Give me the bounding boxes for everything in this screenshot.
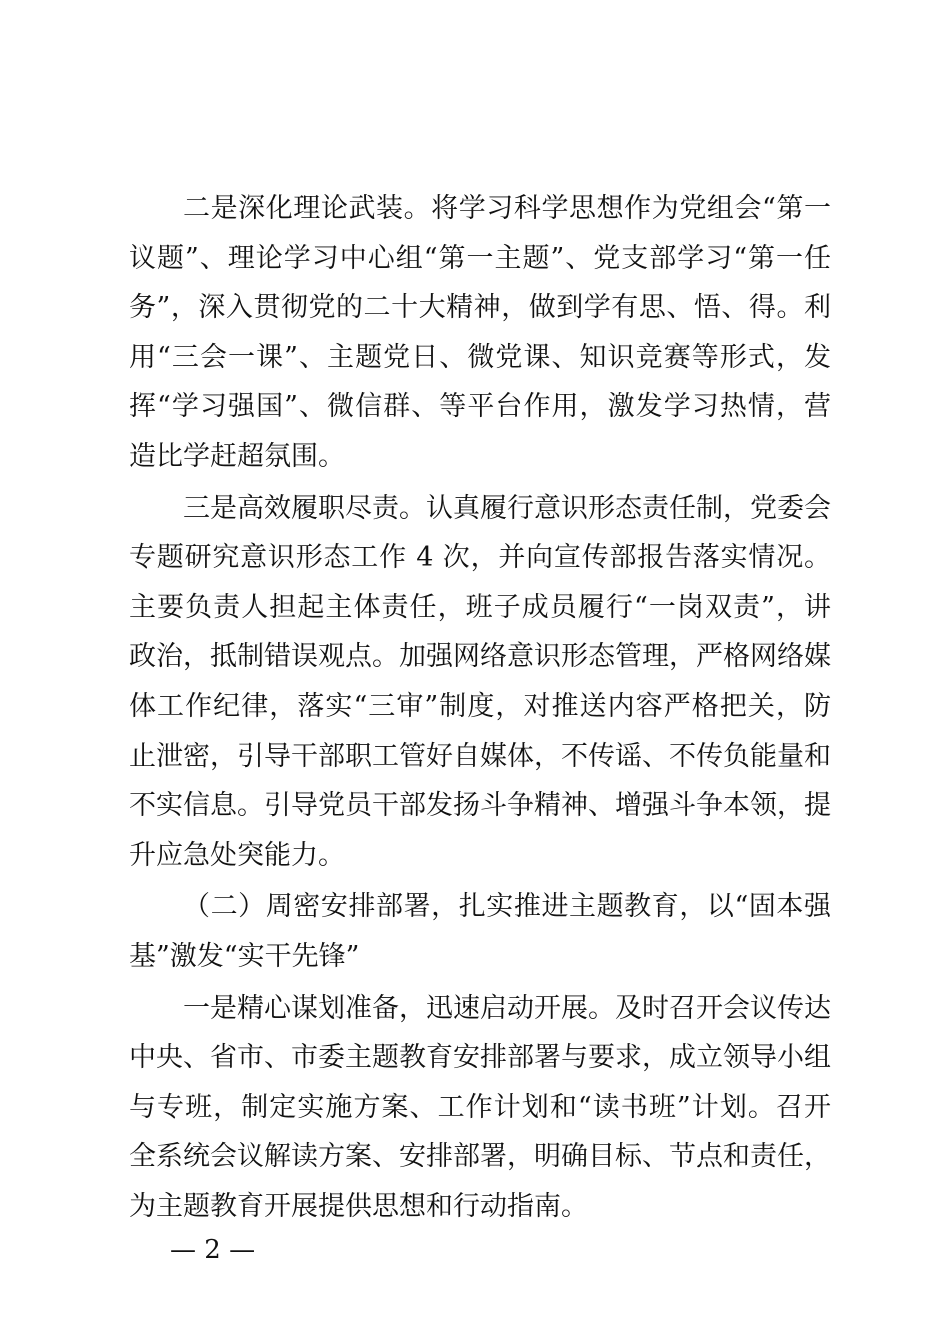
document-body: [129, 184, 831, 1231]
section-heading-theme-education: （二）周密安排部署，扎实推进主题教育，以“固本强基”激发“实干先锋”: [129, 891, 831, 972]
page-number: — 2 —: [170, 1235, 256, 1265]
paragraph-duty-performance: 三是高效履职尽责。认真履行意识形态责任制，党委会专题研究意识形态工作 4 次，并向宣传部报告落实情况。主要负责人担起主体责任，班子成员履行“一岗双责”，讲政治，抵制错误观点。加强网络意识形态管理，严格网络媒体工作纪律，落实“三审”制度，对推送内容严格把关，防止泄密，引导干部职工管好自媒体，不传谣、不传负能量和不实信息。引导党员干部发扬斗争精神、增强斗争本领，提升应急处突能力。: [129, 492, 831, 871]
paragraph-planning-preparation: 一是精心谋划准备，迅速启动开展。及时召开会议传达中央、省市、市委主题教育安排部署与要求，成立领导小组与专班，制定实施方案、工作计划和“读书班”计划。召开全系统会议解读方案、安排部署，明确目标、节点和责任，为主题教育开展提供思想和行动指南。: [129, 992, 831, 1222]
paragraph-theory-armament: 二是深化理论武装。将学习科学思想作为党组会“第一议题”、理论学习中心组“第一主题”、党支部学习“第一任务”，深入贯彻党的二十大精神，做到学有思、悟、得。利用“三会一课”、主题党日、微党课、知识竞赛等形式，发挥“学习强国”、微信群、等平台作用，激发学习热情，营造比学赶超氛围。: [129, 193, 831, 472]
